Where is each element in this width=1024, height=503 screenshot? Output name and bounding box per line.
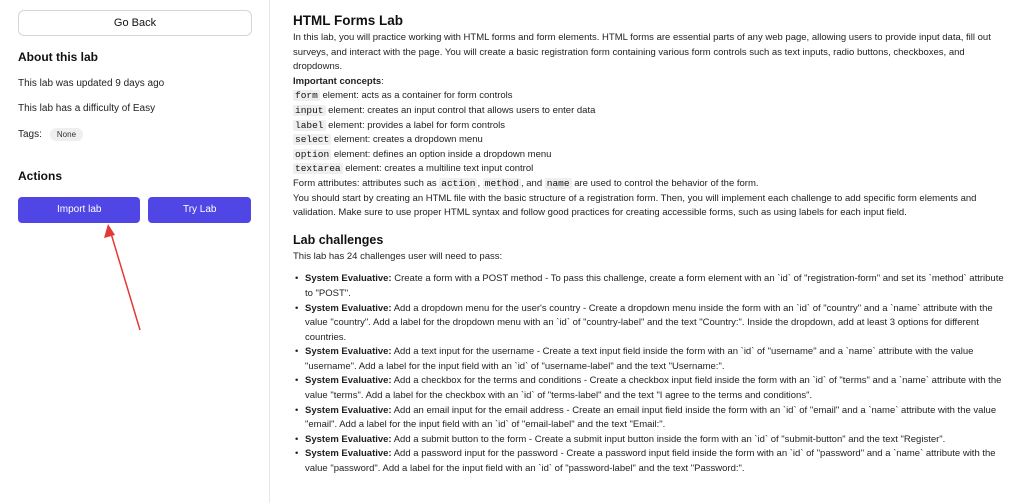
concept-text: element: creates an input control that allows users to enter data <box>325 104 596 116</box>
challenge-text: Add a submit button to the form - Create a submit input button inside the form with an `id` of "submit-button" and the text "Register". <box>391 433 946 445</box>
concept-code: option <box>295 148 330 160</box>
about-lab-heading: About this lab <box>18 50 98 64</box>
concepts-list <box>293 89 1011 177</box>
concepts-heading <box>293 75 1011 90</box>
challenge-item <box>305 345 1011 374</box>
concept-text: element: acts as a container for form controls <box>319 90 513 102</box>
concept-item <box>293 133 1011 148</box>
challenge-text: Add an email input for the email address - Create an email input field inside the form with an `id` of "email" and a `name` attribute with the value "email". Add a label for the input field with an `id` of "email-label" and the text "Email:". <box>305 404 997 431</box>
attr-code-action: action <box>441 177 476 189</box>
tags-row <box>18 128 251 141</box>
attr-sep: , and <box>520 177 545 189</box>
concept-code: input <box>295 104 324 116</box>
challenges-count: This lab has 24 challenges user will need to pass: <box>293 250 503 262</box>
challenge-label: System Evaluative: <box>305 433 392 445</box>
challenge-item <box>305 302 1011 346</box>
concept-item <box>293 148 1011 163</box>
form-attributes-paragraph <box>293 177 1011 192</box>
tag-badge: None <box>50 128 83 141</box>
challenge-text: Add a password input for the password - Create a password input field inside the form with an `id` of "password" and a `name` attribute with the value "password". Add a label for the input field with an `id` of "password-label" and the text "Password:". <box>305 448 996 475</box>
challenges-heading: Lab challenges <box>293 232 384 247</box>
concept-text: element: defines an option inside a dropdown menu <box>331 148 552 160</box>
challenge-item <box>305 433 1011 448</box>
concept-code: textarea <box>295 163 341 175</box>
concepts-label: Important concepts <box>293 75 382 87</box>
actions-heading: Actions <box>18 169 63 183</box>
challenge-text: Create a form with a POST method - To pass this challenge, create a form element with an `id` of "registration-form" and set its `method` attribute to "POST". <box>305 273 1004 299</box>
import-lab-button[interactable]: Import lab <box>18 197 140 223</box>
challenge-item <box>305 447 1011 476</box>
challenge-text: Add a checkbox for the terms and conditions - Create a checkbox input field inside the form with an `id` of "terms" and a `name` attribute with the value "terms". Add a label for the checkbox with an `id` of "terms-label" and the text "I agree to the terms and conditions". <box>305 375 1002 402</box>
challenge-label: System Evaluative: <box>305 375 392 387</box>
attr-text: Form attributes: attributes such as <box>293 177 440 189</box>
try-lab-button[interactable]: Try Lab <box>148 197 251 223</box>
tags-label: Tags: <box>18 129 42 140</box>
concept-code: label <box>295 119 324 131</box>
attr-code-name: name <box>546 177 570 189</box>
concepts-colon: : <box>381 75 384 87</box>
go-back-button[interactable]: Go Back <box>18 10 252 36</box>
challenge-label: System Evaluative: <box>305 404 392 416</box>
challenge-item <box>305 374 1011 403</box>
concept-item <box>293 104 1011 119</box>
challenge-label: System Evaluative: <box>305 346 392 358</box>
challenge-item <box>305 404 1011 433</box>
concept-item <box>293 162 1011 177</box>
attr-text: are used to control the behavior of the form. <box>571 177 759 189</box>
concept-code: select <box>295 134 330 146</box>
page-title: HTML Forms Lab <box>293 13 404 28</box>
concept-code: form <box>295 90 318 102</box>
concept-item <box>293 89 1011 104</box>
action-buttons <box>18 197 251 223</box>
challenge-text: Add a text input for the username - Create a text input field inside the form with an `id` of "username" and a `name` attribute with the value "username". Add a label for the input field with an `id` of "username-label" and the text "Username:". <box>305 346 974 372</box>
attr-code-method: method <box>484 177 519 189</box>
concept-text: element: creates a multiline text input control <box>342 163 534 175</box>
challenge-label: System Evaluative: <box>305 448 392 460</box>
updated-text: This lab was updated 9 days ago <box>18 78 165 89</box>
closing-paragraph: You should start by creating an HTML file with the basic structure of a registration form. Then, you will implement each challenge to add specific form elements and validation. Make sure to use proper HTML syntax and follow good practices for creating accessible forms, such as using labels for each input field. <box>293 192 977 219</box>
attr-sep: , <box>477 177 483 189</box>
challenges-list <box>293 272 1011 476</box>
concept-text: element: creates a dropdown menu <box>331 134 483 146</box>
difficulty-text: This lab has a difficulty of Easy <box>18 103 156 114</box>
challenge-text: Add a dropdown menu for the user's country - Create a dropdown menu inside the form with an `id` of "country" and a `name` attribute with the value "country". Add a label for the dropdown menu with an `id` of "country-label" and the text "Country:". Inside the dropdown, add at least 3 options for different countries. <box>305 302 993 343</box>
challenge-label: System Evaluative: <box>305 273 392 285</box>
intro-paragraph: In this lab, you will practice working with HTML forms and form elements. HTML forms are essential parts of any web page, allowing users to provide input data, fill out surveys, and interact with the page. You will create a basic registration form containing various form controls such as text inputs, radio buttons, checkboxes, and dropdowns. <box>293 32 991 73</box>
concept-text: element: provides a label for form controls <box>325 119 506 131</box>
concept-item <box>293 119 1011 134</box>
annotation-arrow-icon <box>100 222 150 334</box>
challenge-item <box>305 272 1011 301</box>
challenge-label: System Evaluative: <box>305 302 392 314</box>
lab-content <box>293 12 1011 477</box>
